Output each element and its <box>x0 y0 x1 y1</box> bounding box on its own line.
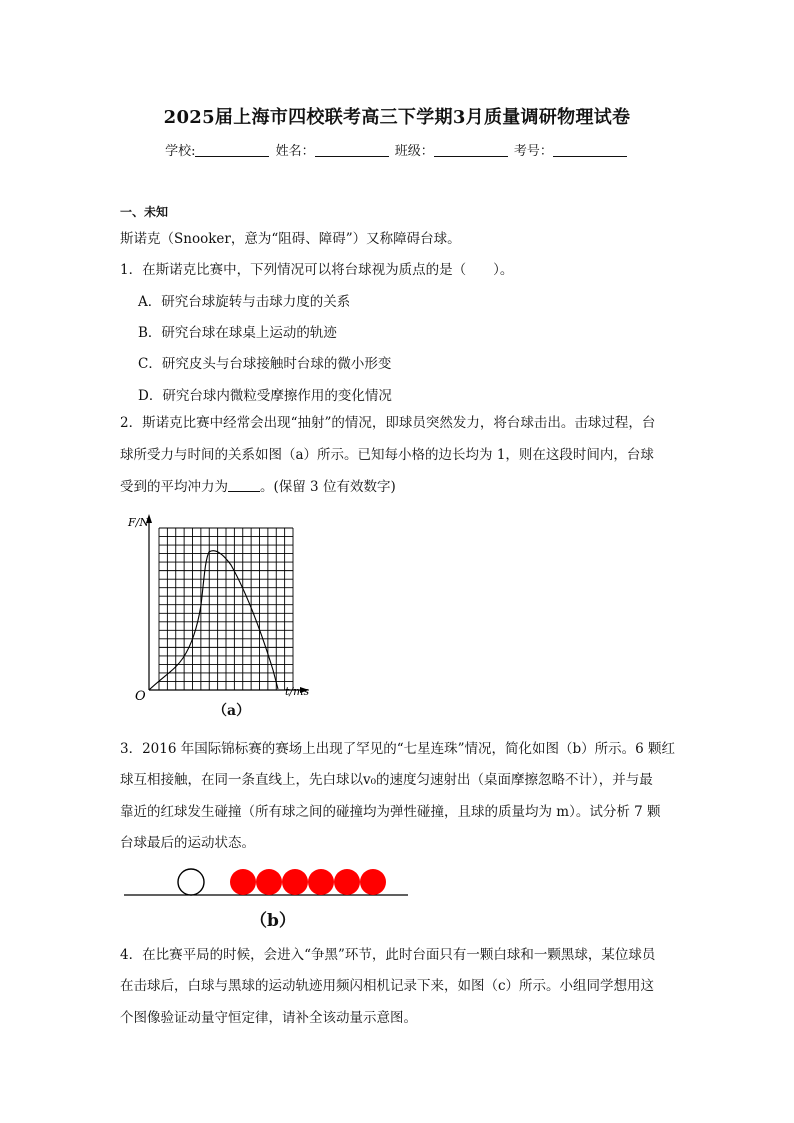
figure-b-caption: （b） <box>250 911 296 931</box>
q4-line-3: 个图像验证动量守恒定律，请补全该动量示意图。 <box>120 1010 417 1026</box>
class-label: 班级： <box>394 144 434 159</box>
q1-option-a: A．研究台球旋转与击球力度的关系 <box>138 294 351 310</box>
red-ball <box>230 869 256 895</box>
id-blank[interactable] <box>553 144 627 157</box>
red-ball <box>308 869 334 895</box>
q2-line-1: 2．斯诺克比赛中经常会出现“抽射”的情况，即球员突然发力，将台球击出。击球过程，台 <box>120 415 656 431</box>
name-blank[interactable] <box>315 144 389 157</box>
answer-blank[interactable] <box>228 479 260 492</box>
section-heading: 一、未知 <box>120 205 169 219</box>
q1-option-b: B．研究台球在球桌上运动的轨迹 <box>138 325 337 341</box>
q4-line-2: 在击球后，白球与黑球的运动轨迹用频闪相机记录下来，如图（c）所示。小组同学想用这 <box>120 978 655 994</box>
q3-line-2: 球互相接触，在同一条直线上，先白球以v₀的速度匀速射出（桌面摩擦忽略不计），并与最 <box>120 772 653 788</box>
class-blank[interactable] <box>434 144 508 157</box>
x-axis-label: t/ms <box>285 685 310 698</box>
intro-text: 斯诺克（Snooker，意为“阻碍、障碍”）又称障碍台球。 <box>120 231 461 247</box>
q2-line-3b: 。(保留 3 位有效数字) <box>260 479 396 495</box>
figure-b-balls <box>120 865 415 900</box>
white-ball <box>178 869 204 895</box>
figure-a-graph <box>125 510 325 705</box>
q2-line-3 <box>120 472 680 503</box>
q3-line-1: 3．2016 年国际锦标赛的赛场上出现了罕见的“七星连珠”情况，简化如图（b）所示。6 颗红 <box>120 741 676 757</box>
q1-option-d: D．研究台球内微粒受摩擦作用的变化情况 <box>138 388 392 404</box>
student-info-row <box>0 140 794 159</box>
red-balls-group <box>230 869 386 895</box>
q3-line-3: 靠近的红球发生碰撞（所有球之间的碰撞均为弹性碰撞，且球的质量均为 m）。试分析 7 颗 <box>120 804 661 820</box>
q1-option-c: C．研究皮头与台球接触时台球的微小形变 <box>138 356 392 372</box>
y-axis-label: F/N <box>128 516 149 529</box>
grid <box>159 528 293 690</box>
red-ball <box>360 869 386 895</box>
q2-line-3a: 受到的平均冲力为 <box>120 479 228 495</box>
force-curve <box>149 551 278 690</box>
name-label: 姓名： <box>275 144 315 159</box>
q1-stem: 1．在斯诺克比赛中，下列情况可以将台球视为质点的是（ ）。 <box>120 262 514 278</box>
red-ball <box>282 869 308 895</box>
page-title: 2025届上海市四校联考高三下学期3月质量调研物理试卷 <box>163 107 631 128</box>
q4-line-1: 4．在比赛平局的时候，会进入“争黑”环节，此时台面只有一颗白球和一颗黑球，某位球员 <box>120 947 656 963</box>
id-label: 考号： <box>513 144 553 159</box>
origin-label: O <box>135 689 146 704</box>
q2-line-2: 球所受力与时间的关系如图（a）所示。已知每小格的边长均为 1，则在这段时间内，台球 <box>120 447 654 463</box>
school-blank[interactable] <box>195 144 269 157</box>
school-label: 学校: <box>165 144 196 159</box>
red-ball <box>256 869 282 895</box>
figure-a-caption: （a） <box>213 703 251 719</box>
q3-line-4: 台球最后的运动状态。 <box>120 835 255 851</box>
red-ball <box>334 869 360 895</box>
